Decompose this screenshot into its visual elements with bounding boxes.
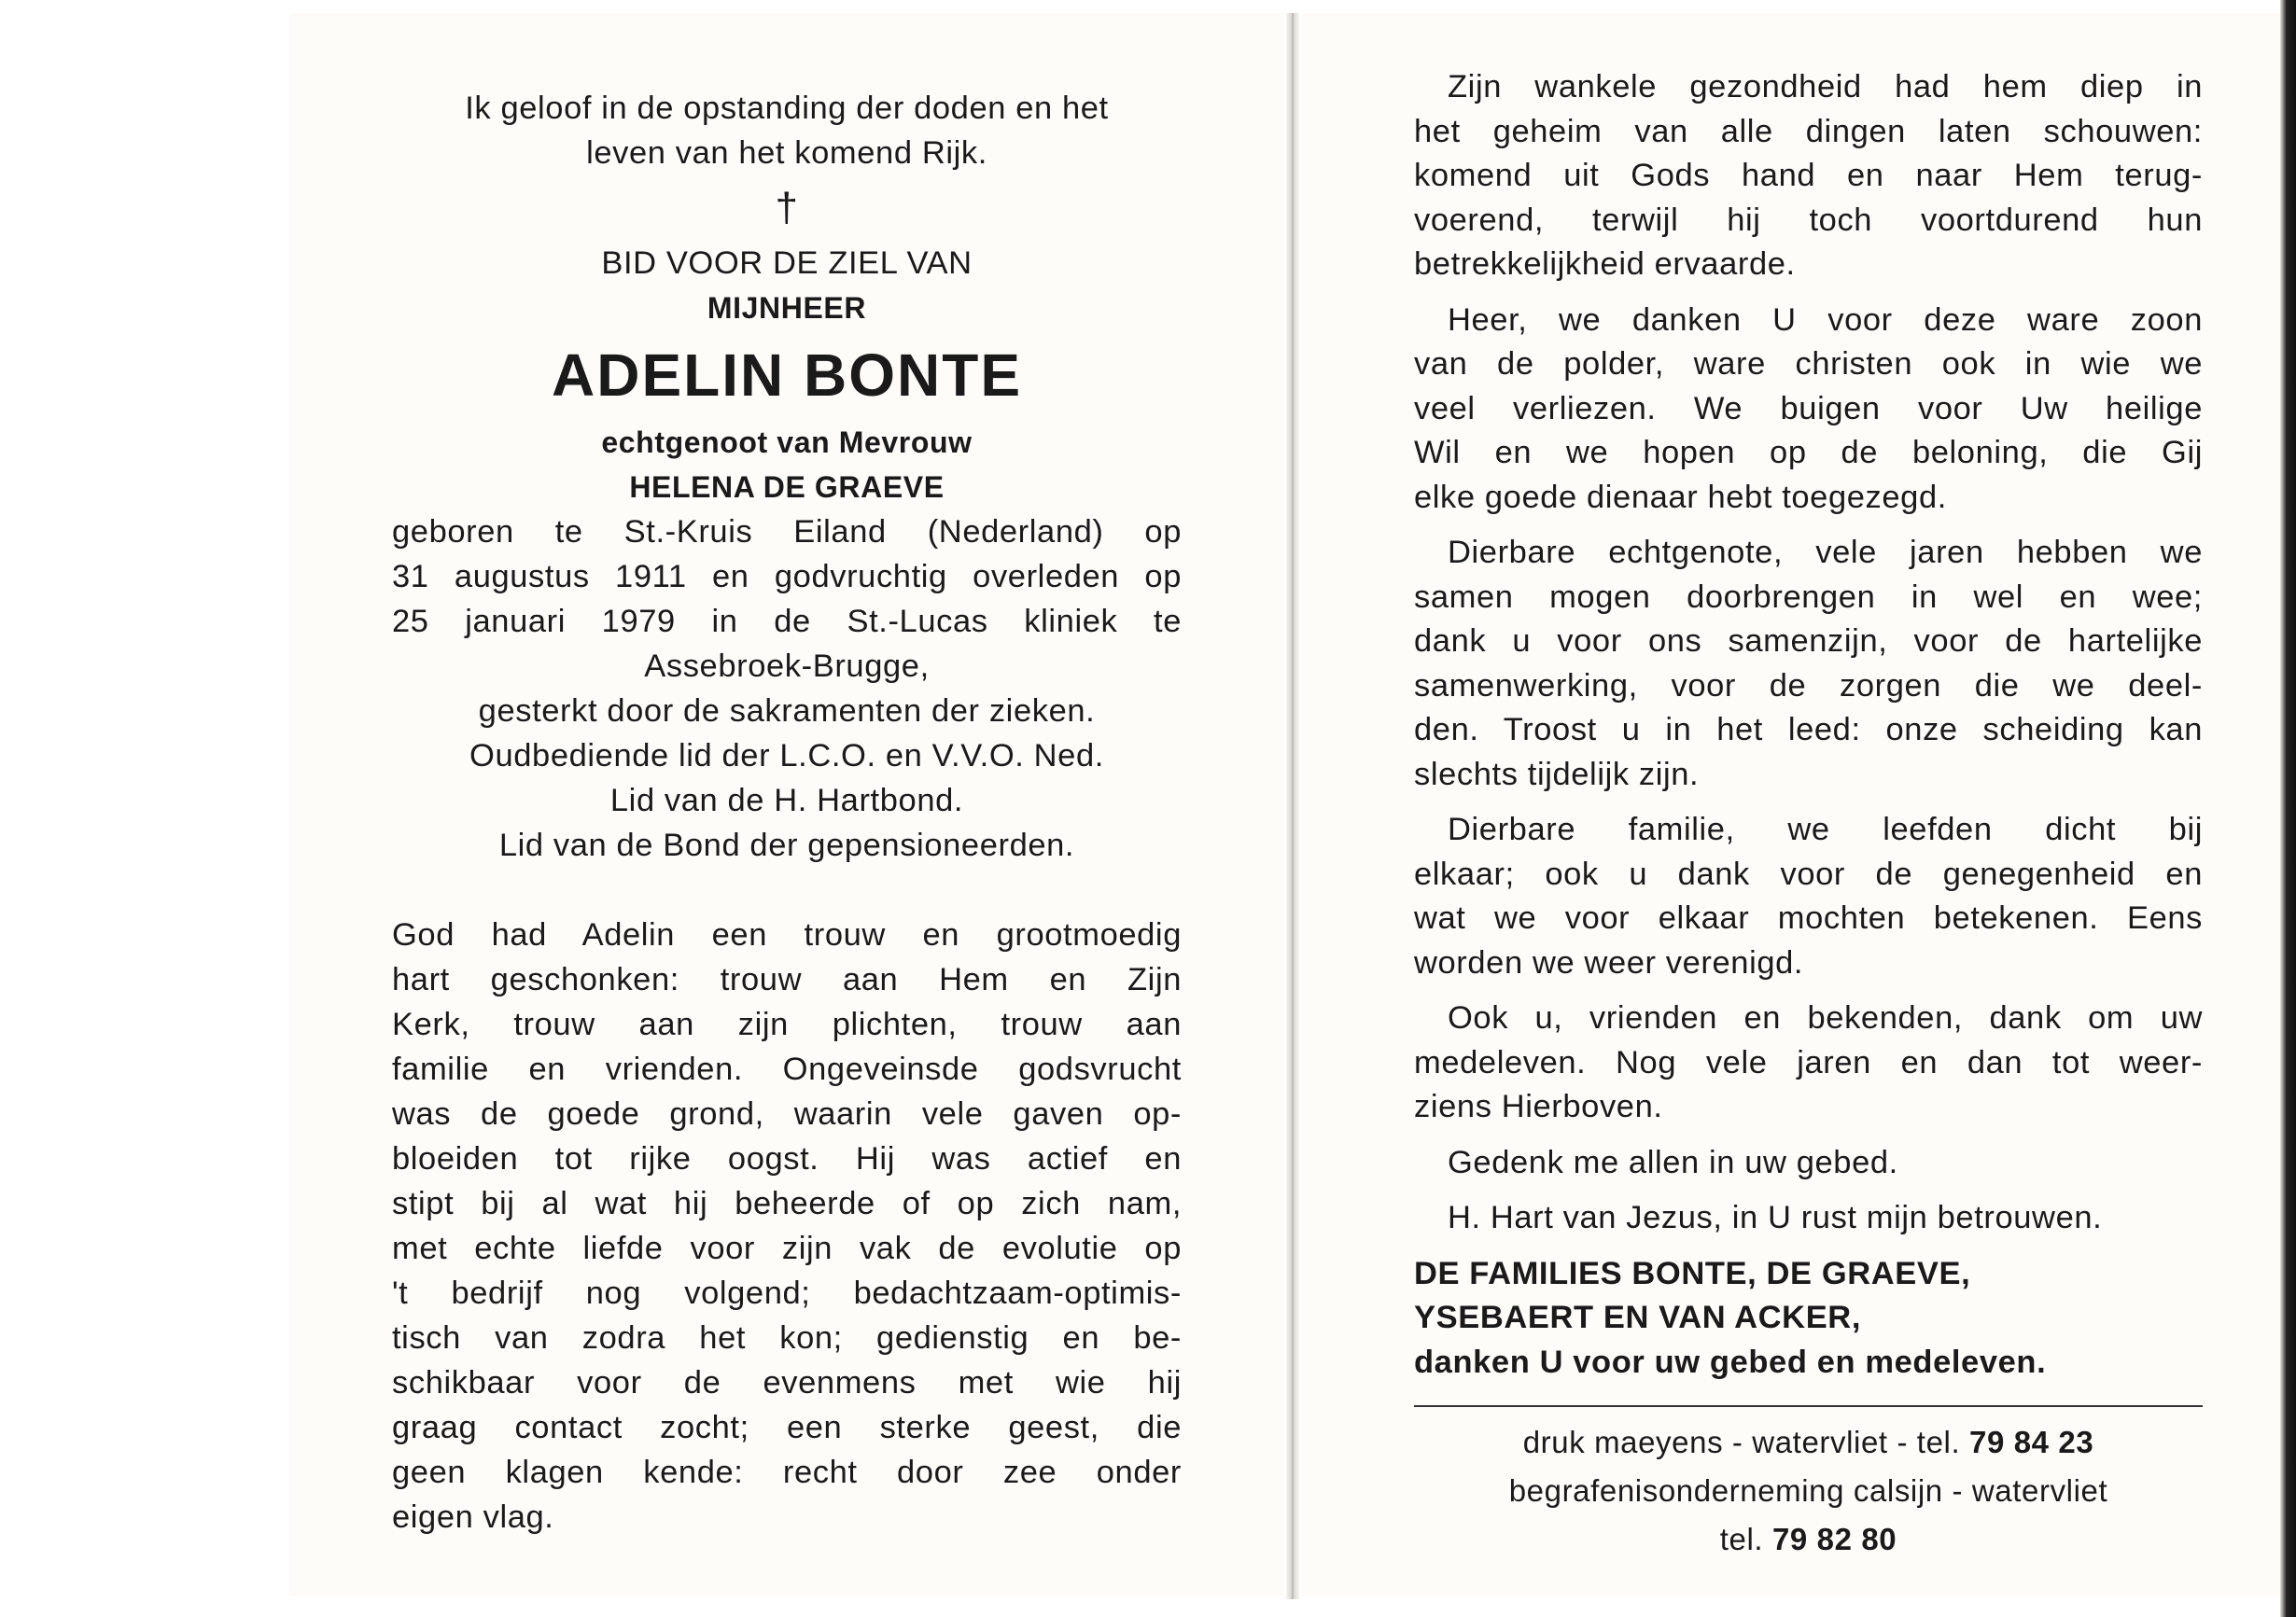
tribute-line: 't bedrijf nog volgend; bedachtzaam-optimis- bbox=[392, 1275, 1182, 1311]
info-line: Lid van de Bond der gepensioneerden. bbox=[498, 828, 1075, 863]
text-line: betrekkelijkheid ervaarde. bbox=[1414, 246, 1796, 282]
tribute-paragraph bbox=[392, 913, 1182, 1540]
info-line: Oudbediende lid der L.C.O. en V.V.O. Ned. bbox=[469, 738, 1104, 774]
paragraph-lord bbox=[1414, 299, 2203, 521]
title-mijnheer: MIJNHEER bbox=[707, 291, 867, 325]
tribute-line: familie en vrienden. Ongeveinsde godsvrucht bbox=[392, 1052, 1182, 1087]
text-line: worden we weer verenigd. bbox=[1414, 944, 1804, 981]
spouse-intro: echtgenoot van Mevrouw bbox=[601, 425, 973, 459]
text-line: elkaar; ook u dank voor de genegenheid en bbox=[1414, 856, 2203, 892]
intro-line-1: Ik geloof in de opstanding der doden en het bbox=[465, 91, 1109, 126]
birth-line: 31 augustus 1911 en godvruchtig overleden op bbox=[392, 559, 1182, 594]
text-line: Dierbare echtgenote, vele jaren hebben we bbox=[1448, 535, 2203, 570]
left-page-text bbox=[392, 86, 1182, 1540]
undertaker-phone: 79 82 80 bbox=[1771, 1522, 1897, 1556]
printer-info bbox=[1414, 1418, 2203, 1564]
paragraph-spouse bbox=[1414, 531, 2203, 797]
families-line: DE FAMILIES BONTE, DE GRAEVE, bbox=[1414, 1255, 1971, 1291]
text-line: den. Troost u in het leed: onze scheiding kan bbox=[1414, 712, 2203, 747]
paragraph-friends bbox=[1414, 997, 2203, 1130]
text-line: het geheim van alle dingen laten schouwen: bbox=[1414, 113, 2203, 149]
tribute-line: eigen vlag. bbox=[392, 1499, 554, 1535]
sacred-heart-line: H. Hart van Jezus, in U rust mijn betrouwen. bbox=[1448, 1200, 2103, 1235]
tribute-line: Kerk, trouw aan zijn plichten, trouw aan bbox=[392, 1007, 1182, 1042]
scan-edge bbox=[2280, 0, 2296, 1617]
tribute-line: stipt bij al wat hij beheerde of op zich nam, bbox=[392, 1186, 1182, 1221]
families-signature bbox=[1414, 1252, 2203, 1386]
text-line: samen mogen doorbrengen in wel en wee; bbox=[1414, 578, 2203, 615]
tribute-line: schikbaar voor de evenmens met wie hij bbox=[392, 1365, 1182, 1401]
text-line: elke goede dienaar hebt toegezegd. bbox=[1414, 479, 1947, 515]
info-line: gesterkt door de sakramenten der zieken. bbox=[478, 693, 1096, 729]
families-line: YSEBAERT EN VAN ACKER, bbox=[1414, 1300, 1862, 1335]
text-line: medeleven. Nog vele jaren en dan tot weer- bbox=[1414, 1044, 2203, 1080]
text-line: Zijn wankele gezondheid had hem diep in bbox=[1448, 69, 2203, 105]
tribute-line: tisch van zodra het kon; gedienstig en be- bbox=[392, 1320, 1182, 1356]
families-line: danken U voor uw gebed en medeleven. bbox=[1414, 1344, 2047, 1380]
printer-phone: 79 84 23 bbox=[1969, 1425, 2094, 1459]
tribute-line: graag contact zocht; een sterke geest, die bbox=[392, 1410, 1182, 1445]
tribute-line: met echte liefde voor zijn vak de evolutie op bbox=[392, 1231, 1182, 1266]
birth-place: Assebroek-Brugge, bbox=[644, 648, 930, 684]
text-line: dank u voor ons samenzijn, voor de hartelijke bbox=[1414, 623, 2203, 659]
tribute-line: God had Adelin een trouw en grootmoedig bbox=[392, 917, 1182, 953]
text-line: komend uit Gods hand en naar Hem terug- bbox=[1414, 158, 2203, 193]
birth-line: geboren te St.-Kruis Eiland (Nederland) op bbox=[392, 514, 1182, 550]
tribute-line: hart geschonken: trouw aan Hem en Zijn bbox=[392, 962, 1182, 997]
prayer-heading: BID VOOR DE ZIEL VAN bbox=[601, 245, 973, 281]
text-line: Ook u, vrienden en bekenden, dank om uw bbox=[1448, 1000, 2203, 1036]
text-line: Heer, we danken U voor deze ware zoon bbox=[1448, 301, 2203, 338]
undertaker-tel-label: tel. bbox=[1719, 1522, 1764, 1556]
text-line: veel verliezen. We buigen voor Uw heilige bbox=[1414, 390, 2203, 426]
text-line: Dierbare familie, we leefden dicht bij bbox=[1448, 812, 2203, 847]
right-page-text bbox=[1414, 65, 2203, 1564]
printer-line-1 bbox=[1414, 1418, 2203, 1467]
undertaker-line: begrafenisonderneming calsijn - watervliet bbox=[1508, 1473, 2108, 1508]
deceased-name: ADELIN BONTE bbox=[552, 342, 1022, 409]
birth-line: 25 januari 1979 in de St.-Lucas kliniek te bbox=[392, 604, 1182, 639]
info-line: Lid van de H. Hartbond. bbox=[609, 783, 964, 818]
text-line: van de polder, ware christen ook in wie we bbox=[1414, 346, 2203, 382]
paragraph-family bbox=[1414, 808, 2203, 985]
intro-line-2: leven van het komend Rijk. bbox=[586, 135, 987, 171]
text-line: ziens Hierboven. bbox=[1414, 1089, 1663, 1124]
divider bbox=[1414, 1405, 2203, 1407]
spouse-name: HELENA DE GRAEVE bbox=[629, 470, 945, 504]
cross-icon: † bbox=[775, 185, 799, 230]
printer-line-3 bbox=[1414, 1515, 2203, 1564]
paragraph-health bbox=[1414, 65, 2203, 287]
text-line: wat we voor elkaar mochten betekenen. Eens bbox=[1414, 900, 2203, 936]
tribute-line: was de goede grond, waarin vele gaven op- bbox=[392, 1096, 1182, 1132]
tribute-line: geen klagen kende: recht door zee onder bbox=[392, 1455, 1182, 1490]
text-line: slechts tijdelijk zijn. bbox=[1414, 756, 1700, 792]
printer-text: druk maeyens - watervliet - tel. bbox=[1522, 1425, 1961, 1459]
text-line: Wil en we hopen op de beloning, die Gij bbox=[1414, 435, 2203, 470]
prayer-request: Gedenk me allen in uw gebed. bbox=[1448, 1144, 1898, 1180]
text-line: voerend, terwijl hij toch voortdurend hun bbox=[1414, 202, 2203, 238]
card-fold bbox=[1286, 13, 1299, 1599]
tribute-line: bloeiden tot rijke oogst. Hij was actief en bbox=[392, 1141, 1182, 1177]
text-line: samenwerking, voor de zorgen die we deel- bbox=[1414, 667, 2203, 704]
